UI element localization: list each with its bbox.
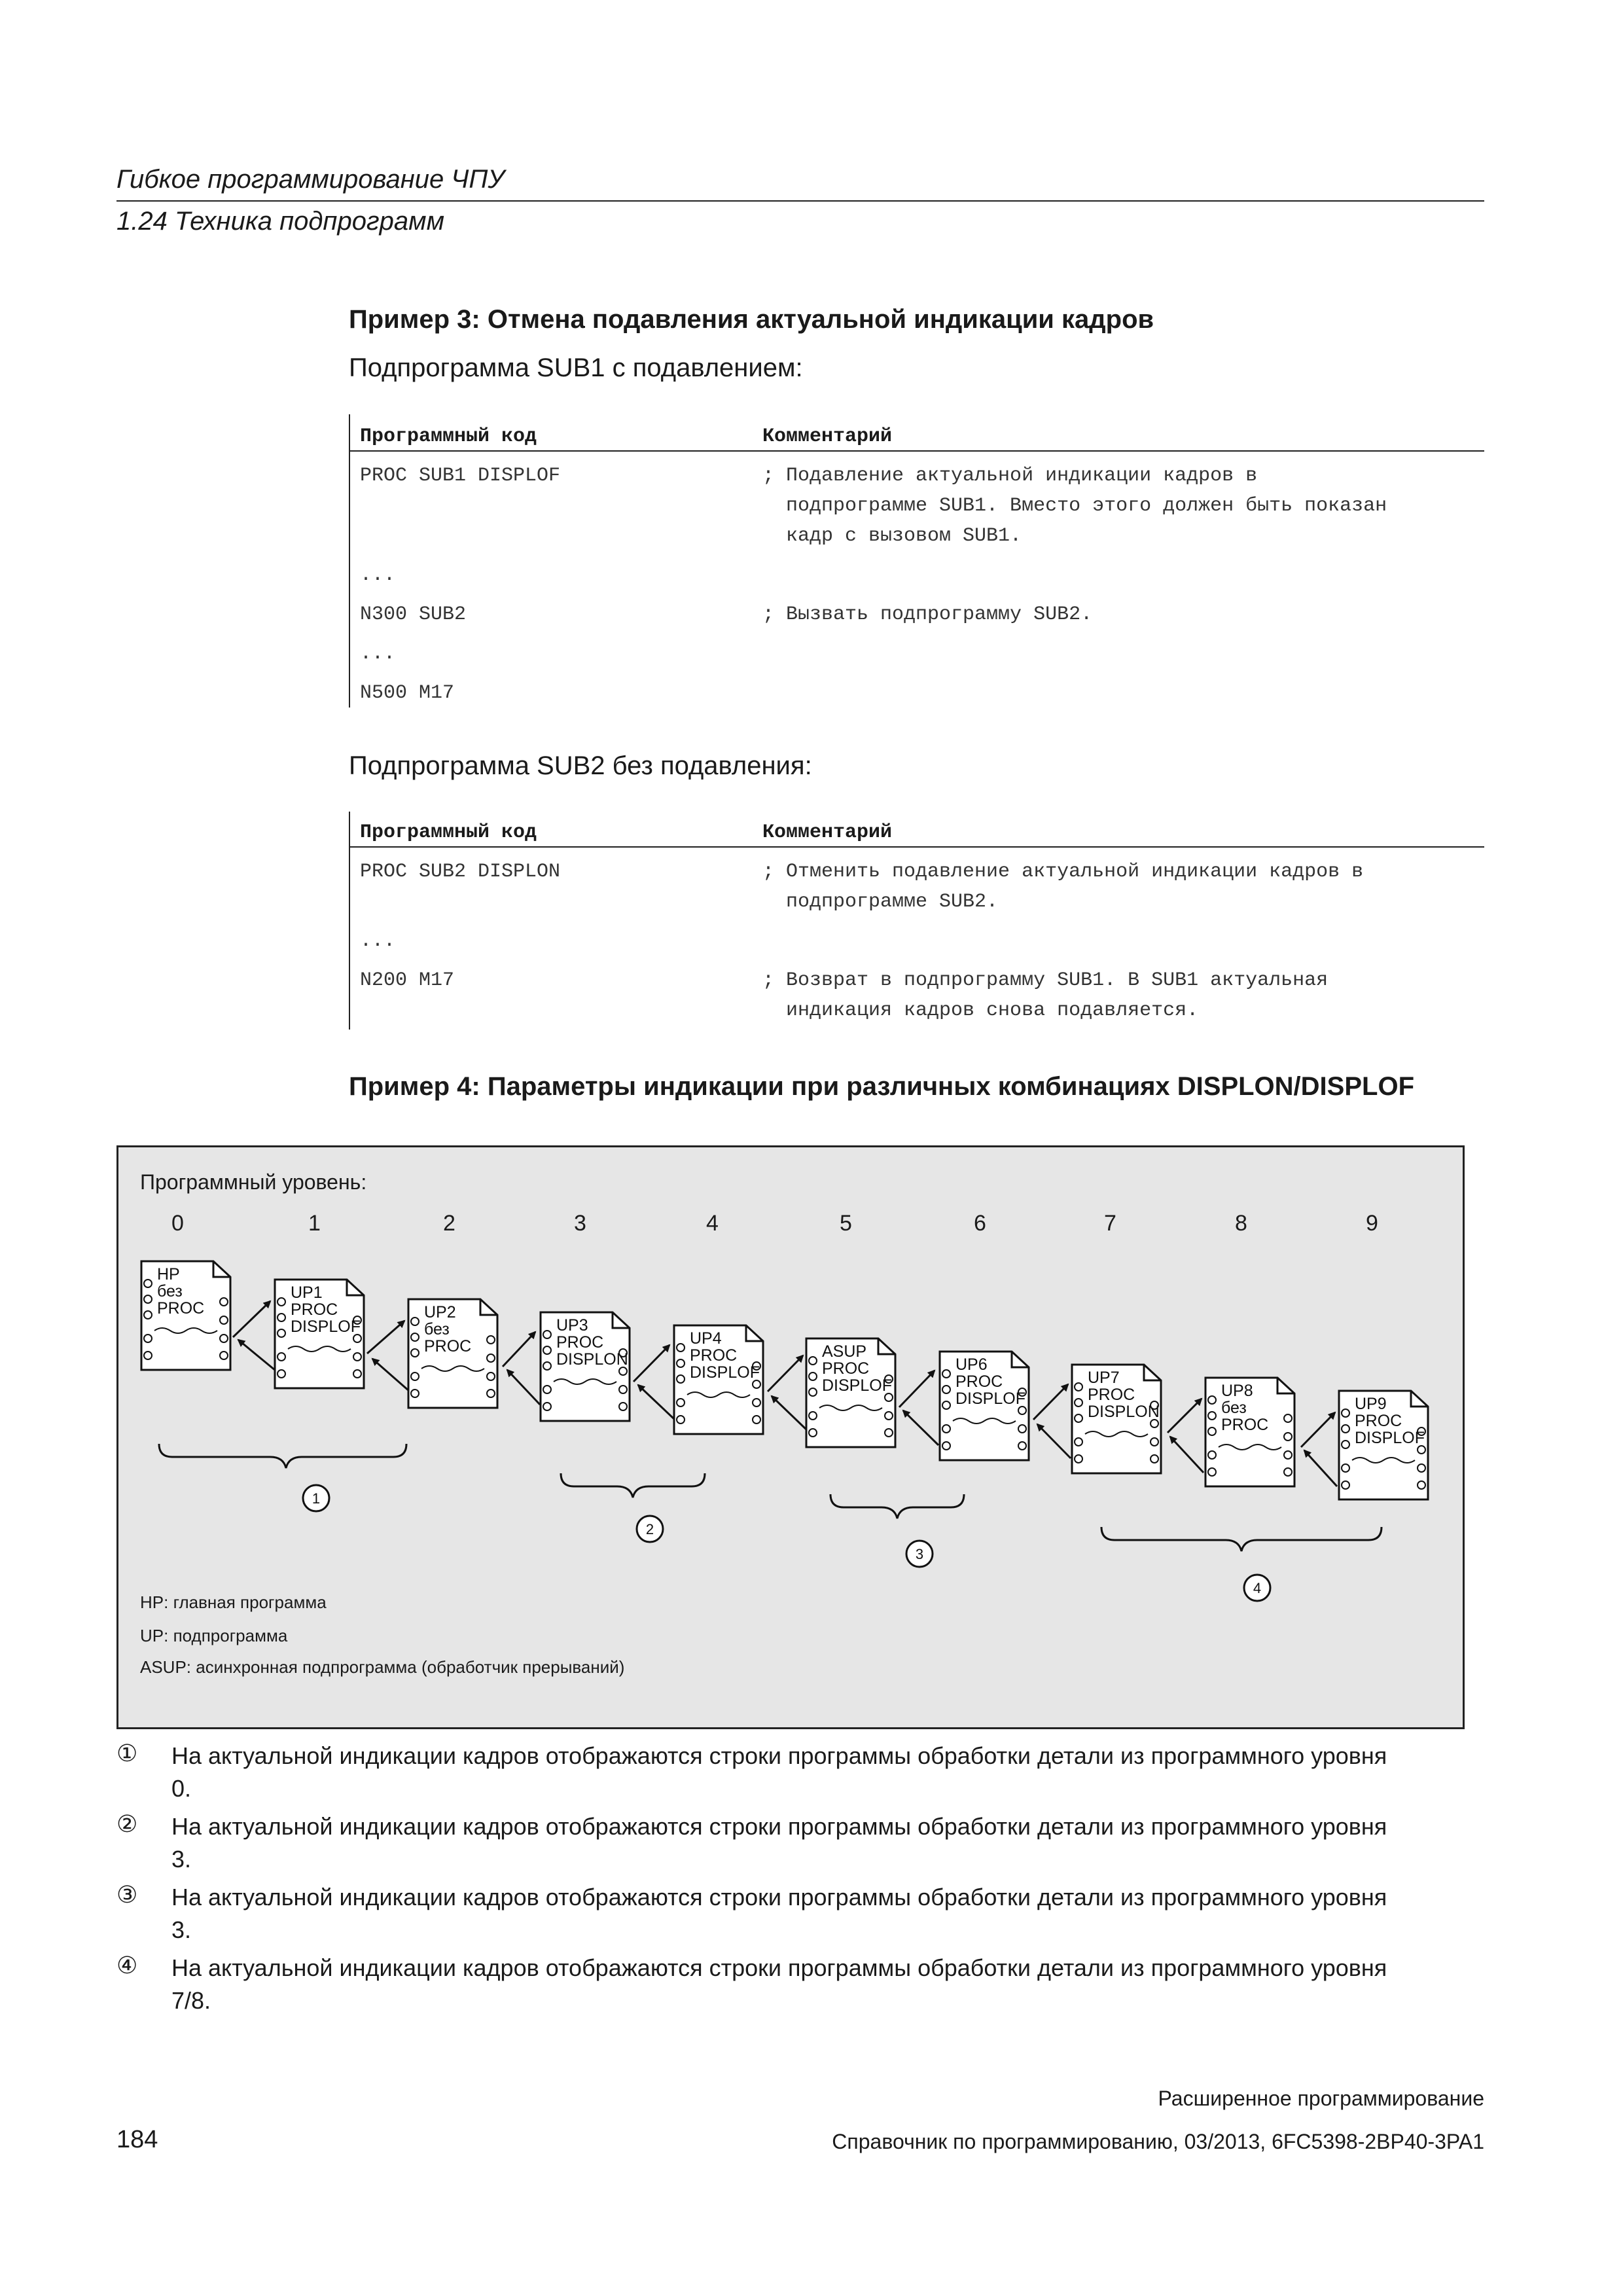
program-document-icon — [1071, 1363, 1162, 1475]
example4-title: Пример 4: Параметры индикации при различных комбинациях DISPLON/DISPLOF — [349, 1072, 1415, 1101]
document-label: PROC — [556, 1333, 604, 1352]
note-tail: 3. — [171, 1846, 192, 1873]
level-title: Программный уровень: — [140, 1170, 367, 1194]
page-number: 184 — [116, 2126, 158, 2153]
document-label: DISPLOF — [822, 1376, 892, 1395]
col-comment-header: Комментарий — [762, 821, 1484, 847]
note-line: На актуальной индикации кадров отображаются строки программы обработки детали из программного уровня — [171, 1813, 1387, 1840]
document-label: PROC — [955, 1372, 1003, 1391]
col-comment-header: Комментарий — [762, 425, 1484, 451]
program-document-icon — [539, 1311, 631, 1422]
level-number: 3 — [574, 1211, 586, 1236]
program-documents — [118, 1147, 1463, 1727]
table-row — [350, 917, 1484, 956]
document-label: DISPLON — [1088, 1403, 1160, 1421]
level-number: 0 — [171, 1211, 184, 1236]
program-document-icon — [938, 1350, 1030, 1462]
document-label: DISPLOF — [1355, 1429, 1425, 1447]
document-label: PROC — [822, 1359, 870, 1378]
document-label: UP1 — [291, 1283, 323, 1302]
comment-cell — [762, 956, 1484, 1026]
comment-cell — [762, 630, 1484, 669]
program-document-icon — [140, 1260, 232, 1371]
code-cell: N200 M17 — [360, 969, 455, 992]
code-cell: PROC SUB1 DISPLOF — [360, 465, 561, 487]
display-levels-figure — [116, 1145, 1465, 1729]
table-row — [350, 956, 1484, 1026]
comment-cell — [762, 551, 1484, 590]
note-line: На актуальной индикации кадров отображаются строки программы обработки детали из программного уровня — [171, 1742, 1387, 1769]
table-row — [350, 630, 1484, 669]
comment-cell — [762, 451, 1484, 551]
code-table-sub1 — [350, 425, 1484, 708]
document-label: без — [1221, 1399, 1247, 1417]
level-number: 5 — [840, 1211, 852, 1236]
note-number: ④ — [116, 1952, 138, 1979]
note-number: ② — [116, 1810, 138, 1837]
legend-asup: ASUP: асинхронная подпрограмма (обработчик прерываний) — [140, 1657, 625, 1677]
comment-text: ; Отменить подавление актуальной индикации кадров в подпрограмме SUB2. — [762, 861, 1364, 913]
brace-number: 1 — [312, 1490, 321, 1507]
document-label: PROC — [690, 1346, 738, 1365]
footer-book: Расширенное программирование — [1158, 2087, 1484, 2110]
example3-title: Пример 3: Отмена подавления актуальной индикации кадров — [349, 305, 1154, 334]
note-text — [171, 1881, 1480, 1946]
note-tail: 3. — [171, 1916, 192, 1943]
note-text — [171, 1740, 1480, 1805]
chapter-title: Гибкое программирование ЧПУ — [116, 165, 505, 194]
program-document-icon — [407, 1298, 499, 1409]
document-label: PROC — [1088, 1386, 1135, 1404]
table-row — [350, 847, 1484, 917]
note-text — [171, 1952, 1480, 2017]
document-label: UP3 — [556, 1316, 588, 1335]
document-label: без — [157, 1282, 183, 1300]
sub2-label: Подпрограмма SUB2 без подавления: — [349, 751, 812, 780]
document-label: UP4 — [690, 1329, 722, 1348]
code-cell: ... — [360, 643, 396, 665]
header-rule — [116, 200, 1484, 202]
code-cell: ... — [360, 564, 396, 586]
code-cell: ... — [360, 930, 396, 952]
comment-cell — [762, 917, 1484, 956]
level-number: 6 — [974, 1211, 986, 1236]
level-number: 8 — [1235, 1211, 1247, 1236]
comment-cell: ; Вызвать подпрограмму SUB2. — [762, 603, 1093, 626]
document-label: DISPLOF — [291, 1318, 361, 1336]
table-row — [350, 590, 1484, 630]
program-document-icon — [805, 1337, 897, 1448]
legend-hp: HP: главная программа — [140, 1592, 327, 1612]
level-number: 4 — [706, 1211, 719, 1236]
document-label: PROC — [157, 1299, 205, 1318]
comment-cell — [762, 847, 1484, 917]
table-row — [350, 551, 1484, 590]
brace-number: 4 — [1253, 1580, 1262, 1596]
note-text — [171, 1810, 1480, 1876]
brace-number: 3 — [915, 1546, 924, 1562]
program-document-icon — [1204, 1376, 1296, 1488]
note-tail: 7/8. — [171, 1987, 211, 2014]
code-cell: PROC SUB2 DISPLON — [360, 861, 561, 883]
note-line: На актуальной индикации кадров отображаются строки программы обработки детали из программного уровня — [171, 1954, 1387, 1981]
document-label: UP8 — [1221, 1382, 1253, 1400]
table-row — [350, 451, 1484, 551]
document-label: UP6 — [955, 1355, 988, 1374]
document-label: PROC — [291, 1300, 338, 1319]
program-document-icon — [673, 1324, 764, 1435]
sub1-label: Подпрограмма SUB1 с подавлением: — [349, 353, 803, 382]
note-number: ① — [116, 1740, 138, 1767]
level-number: 1 — [308, 1211, 321, 1236]
code-table-sub2 — [350, 821, 1484, 1026]
document-label: ASUP — [822, 1342, 867, 1361]
brace-number: 2 — [645, 1521, 654, 1537]
document-label: UP7 — [1088, 1369, 1120, 1387]
document-label: PROC — [1355, 1412, 1402, 1430]
document-label: без — [424, 1320, 450, 1338]
level-number: 9 — [1366, 1211, 1378, 1236]
section-title: 1.24 Техника подпрограмм — [116, 207, 444, 236]
program-document-icon — [1338, 1390, 1429, 1501]
level-number: 7 — [1104, 1211, 1116, 1236]
document-label: DISPLON — [556, 1350, 628, 1369]
comment-cell — [762, 669, 1484, 708]
document-label: PROC — [1221, 1416, 1269, 1434]
col-code-header: Программный код — [350, 425, 762, 451]
code-cell: N500 M17 — [360, 682, 455, 704]
document-label: UP9 — [1355, 1395, 1387, 1413]
footer-reference: Справочник по программированию, 03/2013, 6FC5398-2BP40-3PA1 — [832, 2130, 1484, 2153]
program-document-icon — [274, 1278, 365, 1390]
note-line: На актуальной индикации кадров отображаются строки программы обработки детали из программного уровня — [171, 1884, 1387, 1910]
document-label: DISPLOF — [690, 1363, 760, 1382]
comment-text: ; Подавление актуальной индикации кадров в подпрограмме SUB1. Вместо этого должен быть показан кадр с вызовом SUB1. — [762, 465, 1387, 547]
comment-text: ; Возврат в подпрограмму SUB1. В SUB1 актуальная индикация кадров снова подавляется. — [762, 969, 1329, 1022]
col-code-header: Программный код — [350, 821, 762, 847]
document-label: PROC — [424, 1337, 472, 1355]
document-label: HP — [157, 1265, 180, 1283]
code-cell: N300 SUB2 — [360, 603, 467, 626]
note-tail: 0. — [171, 1775, 192, 1802]
level-number: 2 — [443, 1211, 455, 1236]
table-row — [350, 669, 1484, 708]
legend-up: UP: подпрограмма — [140, 1626, 288, 1645]
document-label: DISPLOF — [955, 1390, 1026, 1408]
note-number: ③ — [116, 1881, 138, 1908]
document-label: UP2 — [424, 1303, 456, 1321]
